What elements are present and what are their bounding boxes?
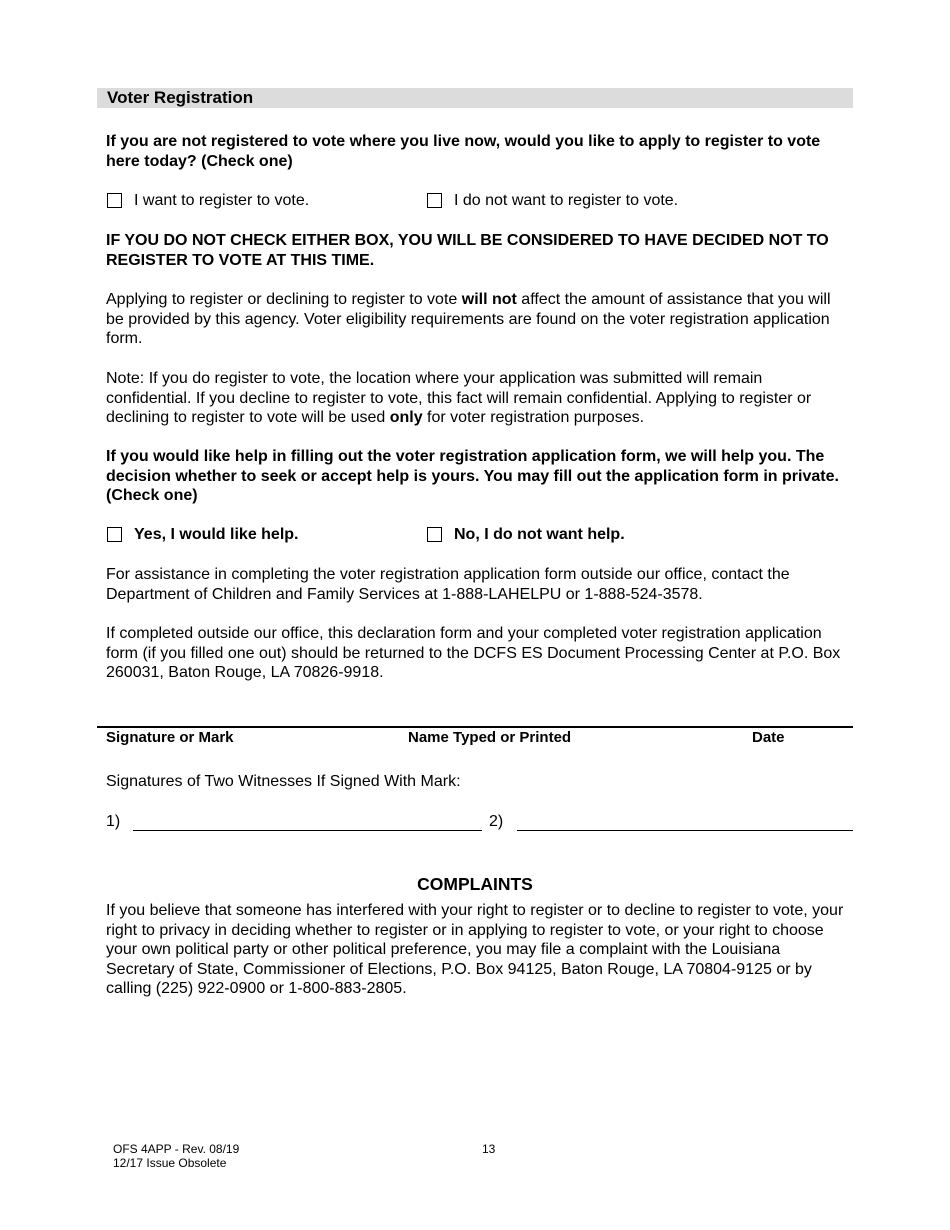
date-label: Date: [752, 729, 785, 746]
signature-line[interactable]: [97, 726, 853, 728]
register-yes-checkbox[interactable]: [107, 193, 122, 208]
complaints-heading: COMPLAINTS: [417, 874, 533, 894]
witness-label: Signatures of Two Witnesses If Signed With Mark:: [106, 773, 461, 790]
register-no-checkbox[interactable]: [427, 193, 442, 208]
assistance-contact-paragraph: For assistance in completing the voter registration application form outside our office, contact the Department of Children and Family Services at 1-888-LAHELPU or 1-888-524-3578.: [106, 566, 790, 603]
help-no-label: No, I do not want help.: [454, 526, 625, 543]
page-number: 13: [482, 1142, 496, 1156]
warning-notice: IF YOU DO NOT CHECK EITHER BOX, YOU WILL BE CONSIDERED TO HAVE DECIDED NOT TO REGISTER TO VOTE AT THIS TIME.: [106, 232, 829, 269]
name-label: Name Typed or Printed: [408, 729, 572, 746]
help-no-checkbox[interactable]: [427, 527, 442, 542]
section-title: Voter Registration: [107, 88, 254, 107]
registration-question: If you are not registered to vote where you live now, would you like to apply to register to vote here today? (Check one): [106, 133, 821, 170]
help-yes-label: Yes, I would like help.: [134, 526, 299, 543]
witness-2-label: 2): [489, 813, 504, 830]
witness-1-label: 1): [106, 813, 121, 830]
help-question: If you would like help in filling out the voter registration application form, we will help you. The decision whether to seek or accept help is yours. You may fill out the application form in private. (Check one): [106, 448, 839, 505]
assistance-effect-paragraph: Applying to register or declining to register to vote will not affect the amount of assistance that you will be provided by this agency. Voter eligibility requirements are found on the voter registration application form.: [106, 291, 831, 348]
register-no-label: I do not want to register to vote.: [454, 192, 679, 209]
register-no-option[interactable]: [427, 191, 678, 210]
witness-1-line[interactable]: [133, 830, 482, 831]
confidentiality-note: Note: If you do register to vote, the location where your application was submitted will remain confidential. If you decline to register to vote, this fact will remain confidential. Applying to register or declining to register to vote will be used only for voter registration purposes.: [106, 370, 812, 427]
complaints-body: If you believe that someone has interfered with your right to register or to decline to register to vote, your right to privacy in deciding whether to register or in applying to register to vote, or your right to choose your own political party or other political preference, you may file a complaint with the Louisiana Secretary of State, Commissioner of Elections, P.O. Box 94125, Baton Rouge, LA 70804-9125 or by calling (225) 922-0900 or 1-800-883-2805.: [106, 902, 844, 998]
signature-label: Signature or Mark: [106, 729, 234, 746]
help-yes-checkbox[interactable]: [107, 527, 122, 542]
help-yes-option[interactable]: [107, 525, 299, 544]
obsolete-notice: 12/17 Issue Obsolete: [113, 1156, 227, 1170]
form-id: OFS 4APP - Rev. 08/19: [113, 1142, 240, 1156]
witness-2-line[interactable]: [517, 830, 853, 831]
register-yes-label: I want to register to vote.: [134, 192, 310, 209]
help-no-option[interactable]: [427, 525, 625, 544]
register-yes-option[interactable]: [107, 191, 309, 210]
return-instructions-paragraph: If completed outside our office, this declaration form and your completed voter registration application form (if you filled one out) should be returned to the DCFS ES Document Processing Center at P.O. Box 260031, Baton Rouge, LA 70826-9918.: [106, 625, 841, 682]
